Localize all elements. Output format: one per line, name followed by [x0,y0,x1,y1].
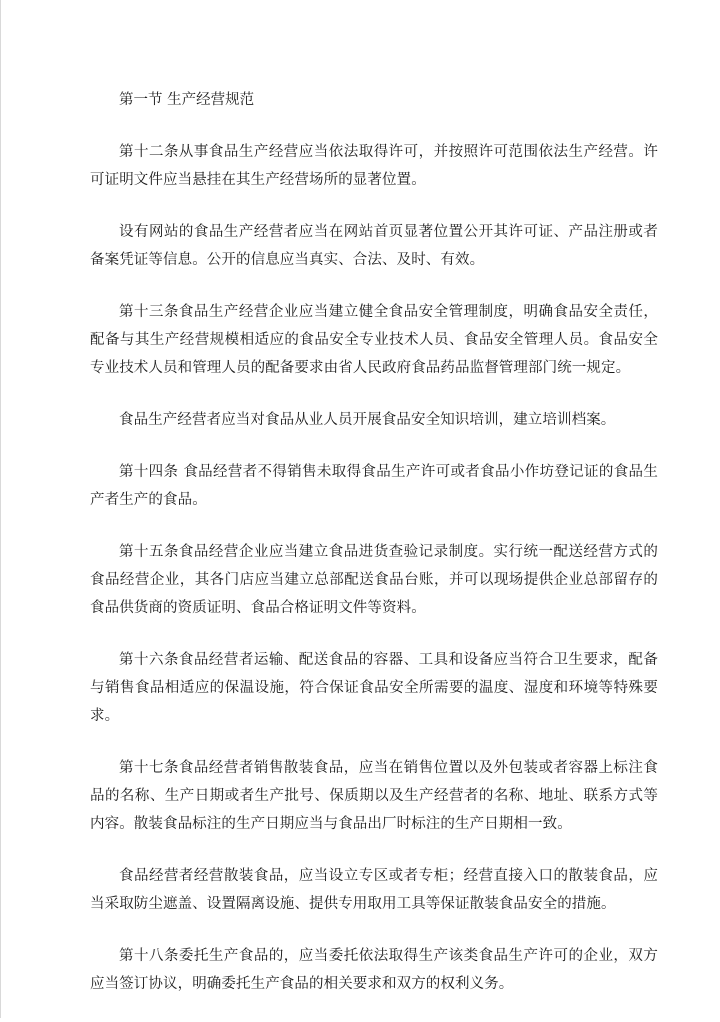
section-title: 第一节 生产经营规范 [119,92,255,108]
paragraph-article-14: 第十四条 食品经营者不得销售未取得食品生产许可或者食品小作坊登记证的食品生产者生产的食品。 [90,464,658,508]
document-body [90,86,658,1022]
paragraph-article-13: 第十三条食品生产经营企业应当建立健全食品安全管理制度，明确食品安全责任，配备与其生产经营规模相适应的食品安全专业技术人员、食品安全管理人员。食品安全专业技术人员和管理人员的配备要求由省人民政府食品药品监督管理部门统一规定。 [90,304,658,376]
paragraph-article-18: 第十八条委托生产食品的，应当委托依法取得生产该类食品生产许可的企业，双方应当签订协议，明确委托生产食品的相关要求和双方的权利义务。 [90,948,658,992]
paragraph-article-12: 第十二条从事食品生产经营应当依法取得许可，并按照许可范围依法生产经营。许可证明文件应当悬挂在其生产经营场所的显著位置。 [90,144,658,188]
paragraph-article-16: 第十六条食品经营者运输、配送食品的容器、工具和设备应当符合卫生要求，配备与销售食品相适应的保温设施，符合保证食品安全所需要的温度、湿度和环境等特殊要求。 [90,652,658,724]
paragraph-article-15: 第十五条食品经营企业应当建立食品进货查验记录制度。实行统一配送经营方式的食品经营企业，其各门店应当建立总部配送食品台账，并可以现场提供企业总部留存的食品供货商的资质证明、食品合格证明文件等资料。 [90,544,658,616]
paragraph-bulk-food: 食品经营者经营散装食品，应当设立专区或者专柜；经营直接入口的散装食品，应当采取防尘遮盖、设置隔离设施、提供专用取用工具等保证散装食品安全的措施。 [90,868,658,912]
paragraph-website-disclosure: 设有网站的食品生产经营者应当在网站首页显著位置公开其许可证、产品注册或者备案凭证等信息。公开的信息应当真实、合法、及时、有效。 [90,224,658,268]
paragraph-article-17: 第十七条食品经营者销售散装食品，应当在销售位置以及外包装或者容器上标注食品的名称、生产日期或者生产批号、保质期以及生产经营者的名称、地址、联系方式等内容。散装食品标注的生产日期应当与食品出厂时标注的生产日期相一致。 [90,760,658,832]
paragraph-staff-training: 食品生产经营者应当对食品从业人员开展食品安全知识培训，建立培训档案。 [119,412,616,428]
page-left-edge [0,0,1,1018]
